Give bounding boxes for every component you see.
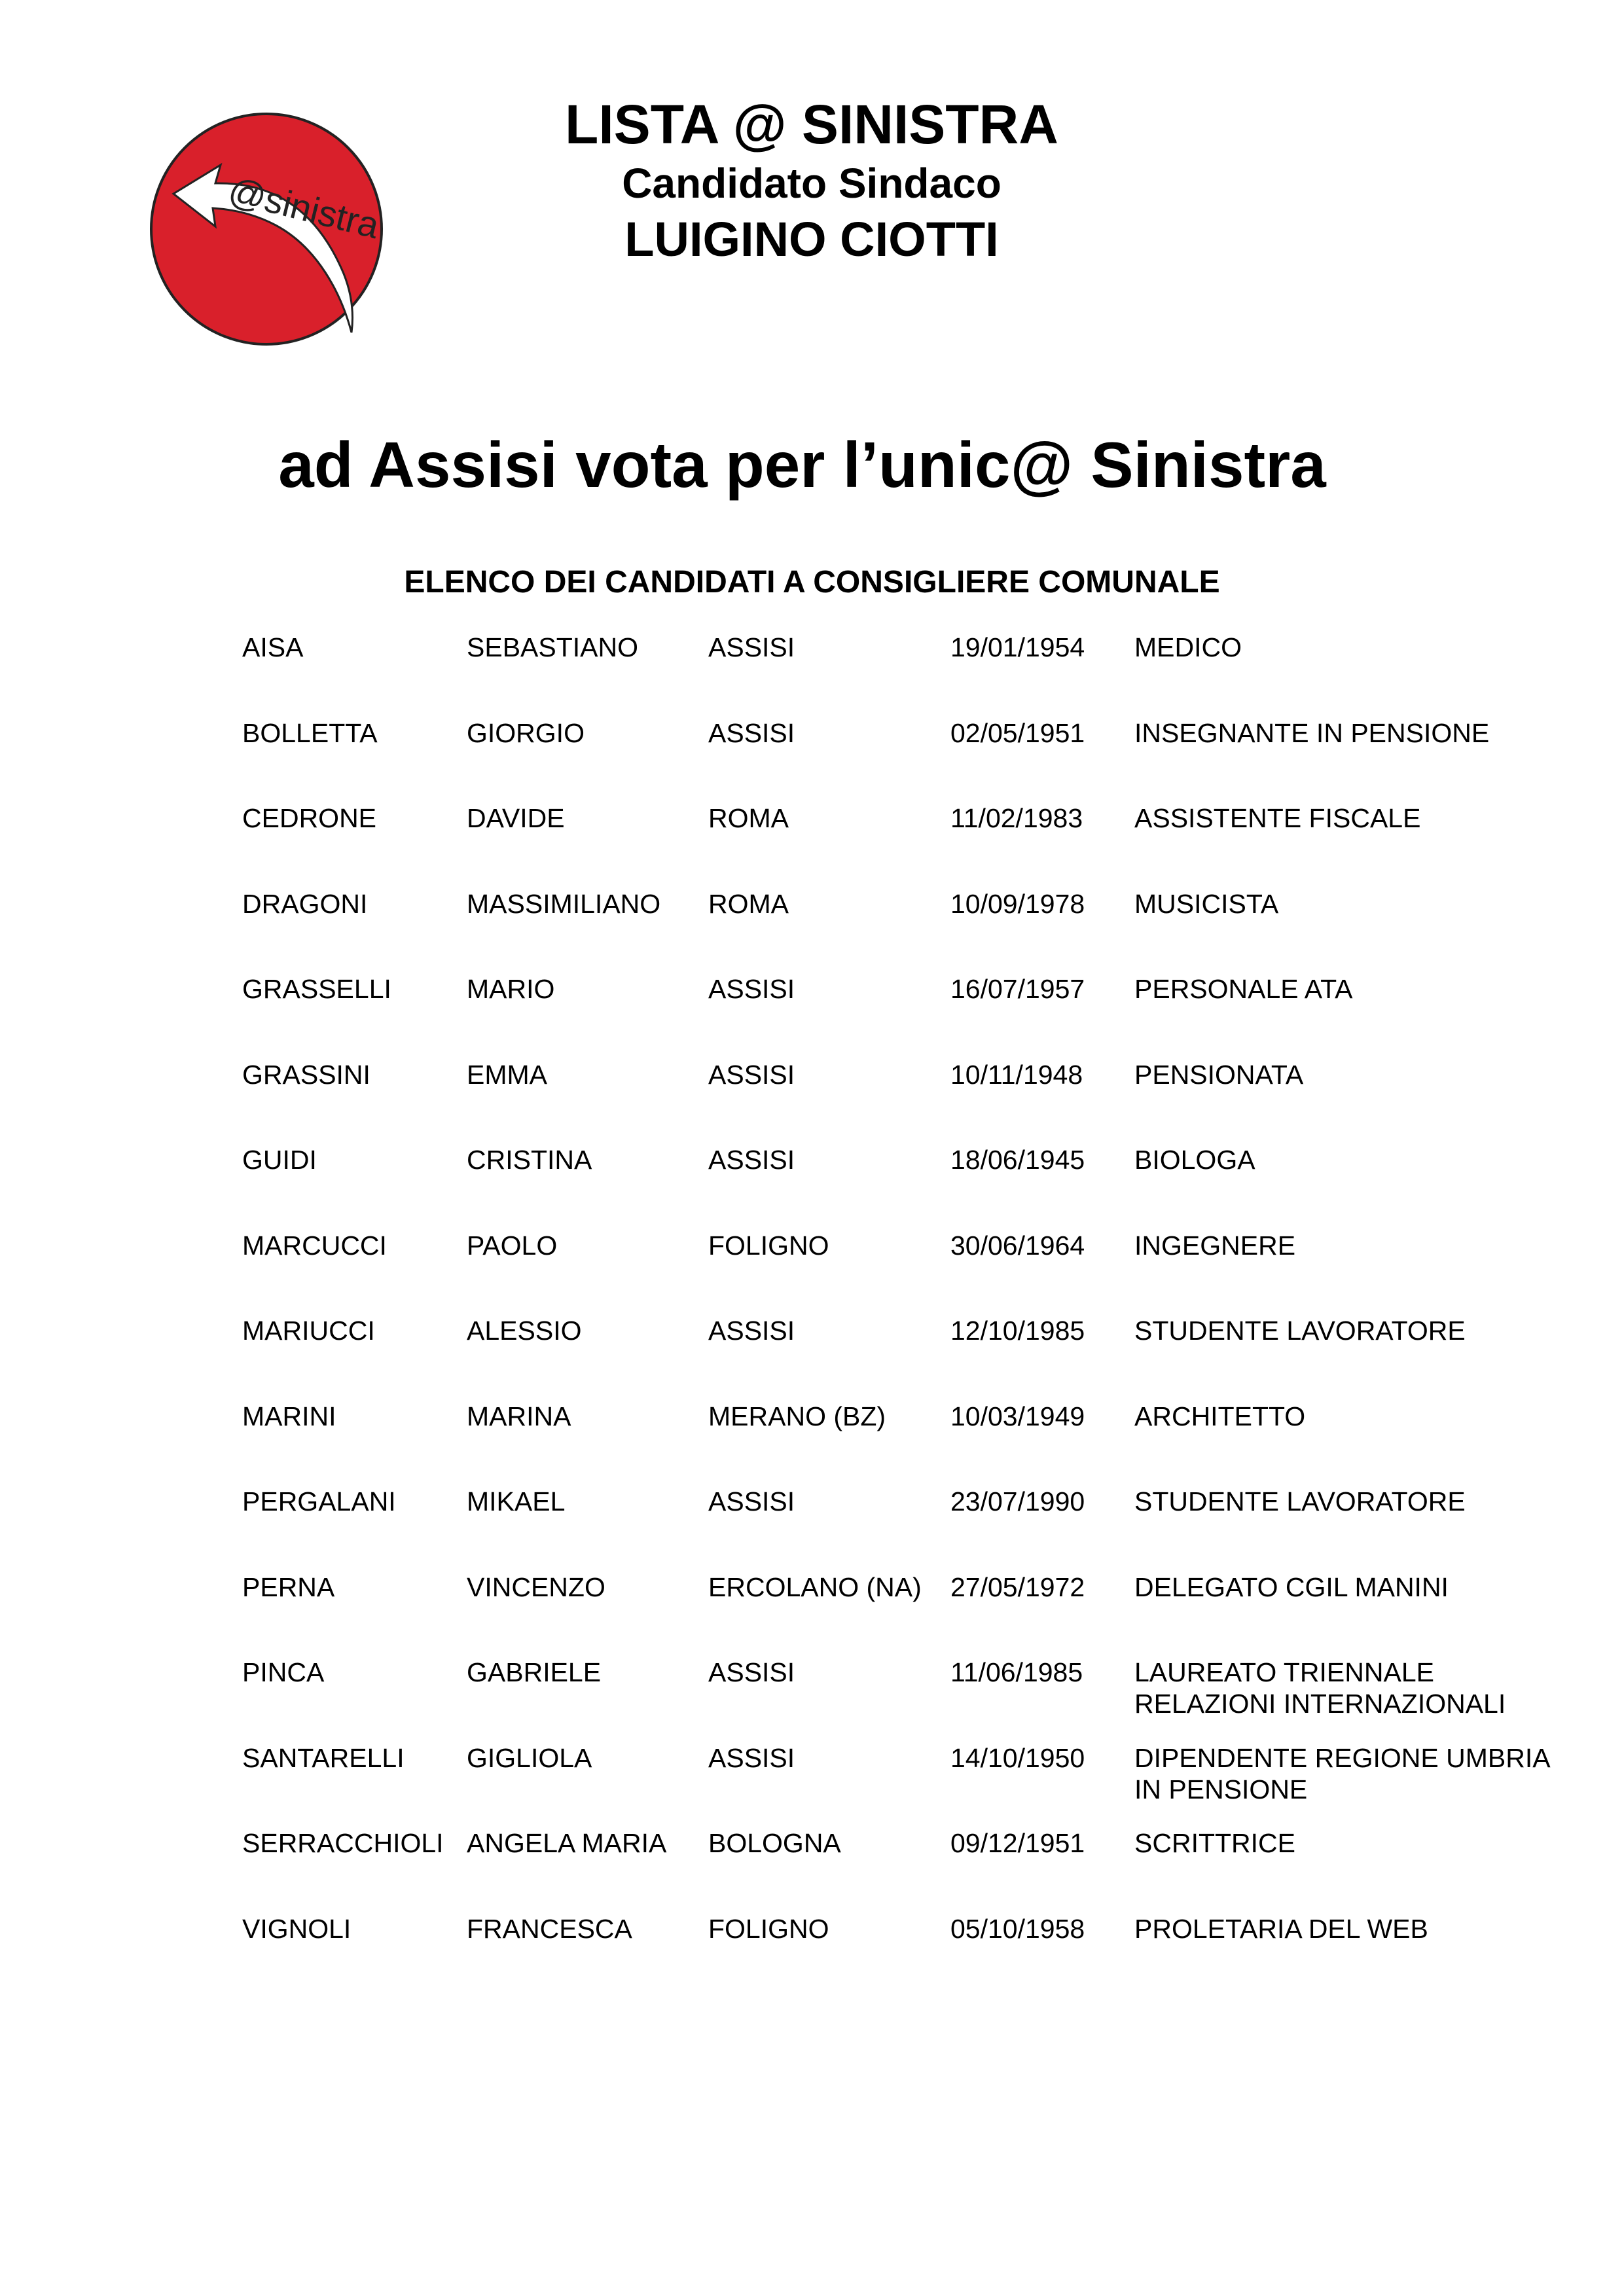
candidate-name: LUIGINO CIOTTI bbox=[624, 212, 999, 266]
cell-birthdate: 11/02/1983 bbox=[950, 803, 1083, 833]
cell-profession: STUDENTE LAVORATORE bbox=[1134, 1486, 1466, 1516]
cell-birthdate: 16/07/1957 bbox=[950, 974, 1085, 1004]
cell-name: MIKAEL bbox=[467, 1486, 566, 1516]
list-title: ELENCO DEI CANDIDATI A CONSIGLIERE COMUNALE bbox=[404, 565, 1220, 600]
logo-text: @sinistra bbox=[225, 169, 384, 247]
cell-profession: DIPENDENTE REGIONE UMBRIA IN PENSIONE bbox=[1134, 1742, 1549, 1804]
cell-surname: SANTARELLI bbox=[242, 1742, 405, 1773]
cell-city: BOLOGNA bbox=[708, 1828, 841, 1858]
cell-name: GIGLIOLA bbox=[467, 1742, 592, 1773]
cell-surname: PERNA bbox=[242, 1571, 335, 1602]
cell-name: SEBASTIANO bbox=[467, 632, 639, 662]
table-row bbox=[242, 973, 1578, 1059]
cell-name: DAVIDE bbox=[467, 803, 565, 833]
cell-birthdate: 12/10/1985 bbox=[950, 1316, 1085, 1346]
cell-name: PAOLO bbox=[467, 1230, 558, 1261]
cell-profession: PROLETARIA DEL WEB bbox=[1134, 1913, 1428, 1944]
candidates-table bbox=[242, 632, 1578, 1998]
cell-birthdate: 05/10/1958 bbox=[950, 1913, 1085, 1944]
cell-birthdate: 19/01/1954 bbox=[950, 632, 1085, 662]
cell-surname: MARCUCCI bbox=[242, 1230, 387, 1261]
cell-profession: INGEGNERE bbox=[1134, 1230, 1296, 1261]
cell-name: MARIO bbox=[467, 974, 555, 1004]
table-row bbox=[242, 1315, 1578, 1401]
cell-city: ROMA bbox=[708, 803, 789, 833]
cell-name: GABRIELE bbox=[467, 1657, 602, 1687]
cell-name: ANGELA MARIA bbox=[467, 1828, 667, 1858]
cell-city: ASSISI bbox=[708, 1486, 795, 1516]
cell-profession: ARCHITETTO bbox=[1134, 1401, 1306, 1431]
cell-profession: DELEGATO CGIL MANINI bbox=[1134, 1571, 1449, 1602]
cell-city: FOLIGNO bbox=[708, 1230, 829, 1261]
table-row bbox=[242, 888, 1578, 974]
cell-birthdate: 23/07/1990 bbox=[950, 1486, 1085, 1516]
cell-city: ASSISI bbox=[708, 632, 795, 662]
cell-profession: PENSIONATA bbox=[1134, 1059, 1304, 1090]
cell-name: CRISTINA bbox=[467, 1145, 592, 1175]
cell-surname: CEDRONE bbox=[242, 803, 377, 833]
cell-birthdate: 30/06/1964 bbox=[950, 1230, 1085, 1261]
cell-surname: GRASSELLI bbox=[242, 974, 391, 1004]
cell-profession: MUSICISTA bbox=[1134, 888, 1279, 919]
cell-profession: PERSONALE ATA bbox=[1134, 974, 1353, 1004]
cell-city: ASSISI bbox=[708, 1316, 795, 1346]
cell-city: ASSISI bbox=[708, 717, 795, 748]
cell-profession: BIOLOGA bbox=[1134, 1145, 1255, 1175]
cell-city: ASSISI bbox=[708, 1145, 795, 1175]
cell-city: ASSISI bbox=[708, 1742, 795, 1773]
cell-surname: BOLLETTA bbox=[242, 717, 378, 748]
cell-birthdate: 02/05/1951 bbox=[950, 717, 1085, 748]
cell-surname: MARINI bbox=[242, 1401, 336, 1431]
cell-birthdate: 18/06/1945 bbox=[950, 1145, 1085, 1175]
cell-profession: ASSISTENTE FISCALE bbox=[1134, 803, 1421, 833]
cell-profession: MEDICO bbox=[1134, 632, 1242, 662]
table-row bbox=[242, 802, 1578, 888]
sinistra-logo bbox=[147, 110, 386, 348]
table-row bbox=[242, 717, 1578, 803]
cell-surname: GUIDI bbox=[242, 1145, 317, 1175]
table-row bbox=[242, 1657, 1578, 1742]
cell-name: ALESSIO bbox=[467, 1316, 582, 1346]
table-row bbox=[242, 1913, 1578, 1999]
cell-city: ASSISI bbox=[708, 1059, 795, 1090]
header bbox=[425, 92, 1198, 270]
cell-surname: DRAGONI bbox=[242, 888, 368, 919]
candidate-role: Candidato Sindaco bbox=[622, 160, 1001, 207]
cell-birthdate: 10/09/1978 bbox=[950, 888, 1085, 919]
cell-city: ERCOLANO (NA) bbox=[708, 1571, 922, 1602]
cell-profession: STUDENTE LAVORATORE bbox=[1134, 1316, 1466, 1346]
list-name: LISTA @ SINISTRA bbox=[565, 94, 1058, 155]
cell-name: FRANCESCA bbox=[467, 1913, 632, 1944]
table-row bbox=[242, 1742, 1578, 1828]
cell-surname: GRASSINI bbox=[242, 1059, 370, 1090]
table-row bbox=[242, 1401, 1578, 1486]
cell-birthdate: 09/12/1951 bbox=[950, 1828, 1085, 1858]
cell-city: ROMA bbox=[708, 888, 789, 919]
cell-surname: PERGALANI bbox=[242, 1486, 396, 1516]
cell-birthdate: 10/03/1949 bbox=[950, 1401, 1085, 1431]
cell-name: MASSIMILIANO bbox=[467, 888, 661, 919]
cell-city: ASSISI bbox=[708, 974, 795, 1004]
table-row bbox=[242, 1144, 1578, 1230]
cell-city: FOLIGNO bbox=[708, 1913, 829, 1944]
cell-profession: LAUREATO TRIENNALE RELAZIONI INTERNAZIONALI bbox=[1134, 1657, 1506, 1719]
cell-name: GIORGIO bbox=[467, 717, 585, 748]
cell-surname: VIGNOLI bbox=[242, 1913, 352, 1944]
cell-surname: PINCA bbox=[242, 1657, 325, 1687]
cell-name: VINCENZO bbox=[467, 1571, 605, 1602]
table-row bbox=[242, 1486, 1578, 1571]
cell-name: EMMA bbox=[467, 1059, 547, 1090]
cell-surname: AISA bbox=[242, 632, 304, 662]
table-row bbox=[242, 1827, 1578, 1913]
cell-birthdate: 10/11/1948 bbox=[950, 1059, 1083, 1090]
table-row bbox=[242, 1571, 1578, 1657]
cell-profession: INSEGNANTE IN PENSIONE bbox=[1134, 717, 1490, 748]
cell-city: ASSISI bbox=[708, 1657, 795, 1687]
cell-surname: SERRACCHIOLI bbox=[242, 1828, 444, 1858]
table-row bbox=[242, 1230, 1578, 1316]
cell-city: MERANO (BZ) bbox=[708, 1401, 886, 1431]
table-row bbox=[242, 632, 1578, 717]
cell-name: MARINA bbox=[467, 1401, 571, 1431]
cell-birthdate: 27/05/1972 bbox=[950, 1571, 1085, 1602]
logo-circle-icon bbox=[147, 110, 386, 348]
cell-birthdate: 11/06/1985 bbox=[950, 1657, 1083, 1687]
cell-profession: SCRITTRICE bbox=[1134, 1828, 1295, 1858]
cell-birthdate: 14/10/1950 bbox=[950, 1742, 1085, 1773]
slogan: ad Assisi vota per l’unic@ Sinistra bbox=[278, 429, 1326, 501]
cell-surname: MARIUCCI bbox=[242, 1316, 375, 1346]
table-row bbox=[242, 1059, 1578, 1145]
